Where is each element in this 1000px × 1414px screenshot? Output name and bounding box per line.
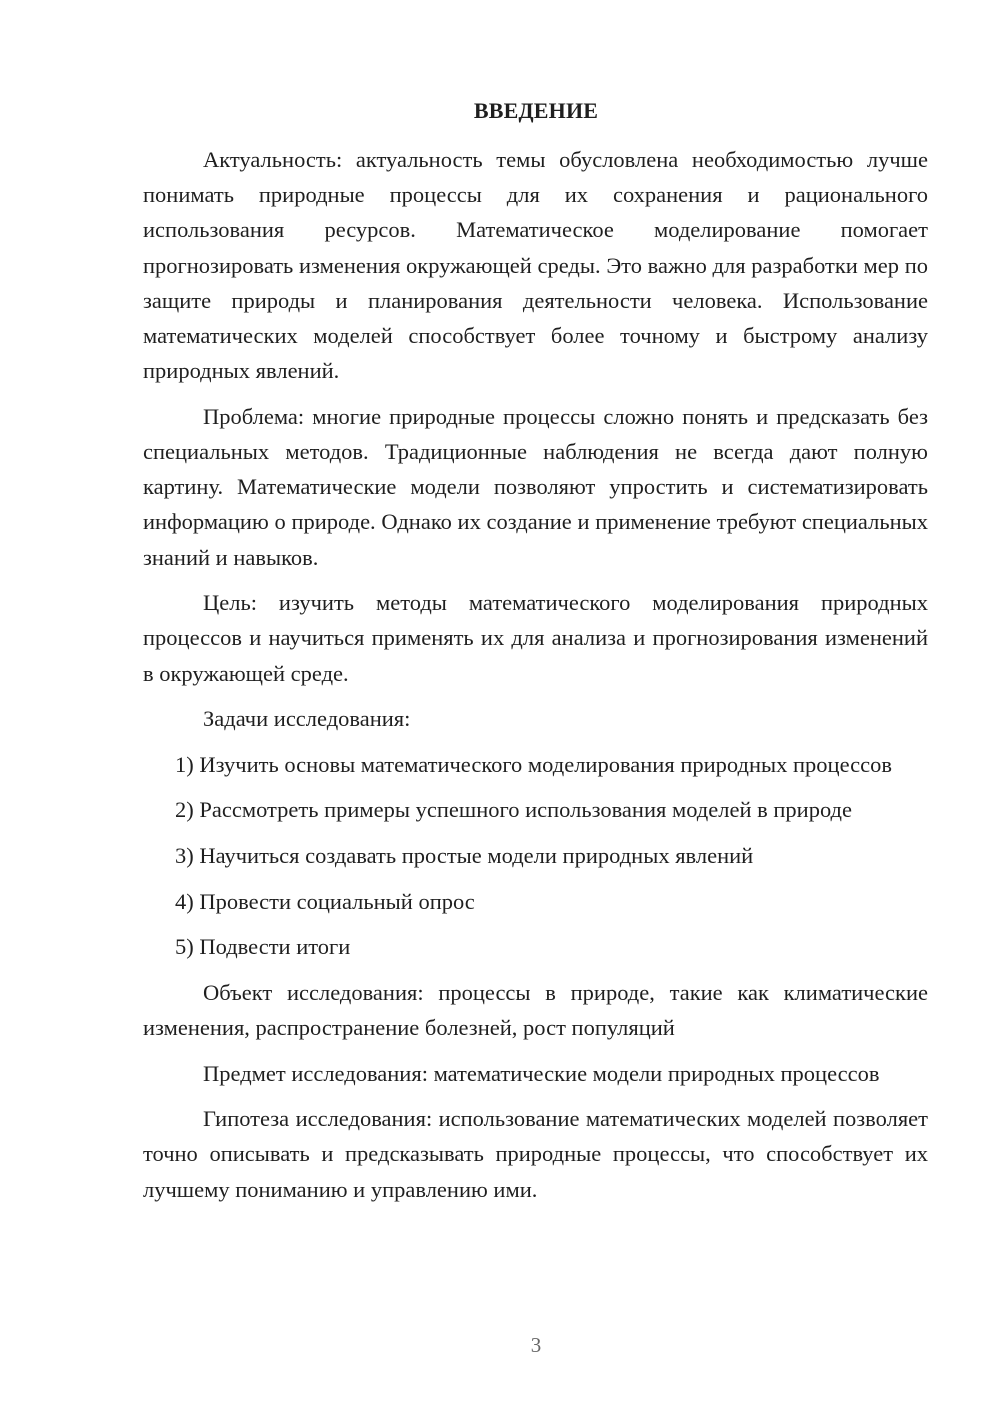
list-item: 5) Подвести итоги [175,934,351,960]
object-paragraph: Объект исследования: процессы в природе, такие как климатические изменения, распространение болезней, рост популяций [143,979,928,1040]
problem-paragraph: Проблема: многие природные процессы сложно понять и предсказать без специальных методов. Традиционные наблюдения не всегда дают полную картину. Математические модели позволяют упростить и систематизировать информацию о природе. Однако их создание и применение требуют специальных знаний и навыков. [143,403,928,570]
subject-paragraph: Предмет исследования: математические модели природных процессов [203,1060,880,1086]
document-body [143,142,928,1217]
goal-paragraph: Цель: изучить методы математического моделирования природных процессов и научиться применять их для анализа и прогнозирования изменений в окружающей среде. [143,590,928,686]
tasks-heading: Задачи исследования: [203,706,411,732]
list-item: 3) Научиться создавать простые модели природных явлений [175,843,754,868]
hypothesis-paragraph: Гипотеза исследования: использование математических моделей позволяет точно описывать и предсказывать природные процессы, что способствует их лучшему пониманию и управлению ими. [143,1106,928,1202]
page-title: ВВЕДЕНИЕ [473,98,599,123]
list-item: 4) Провести социальный опрос [175,888,475,914]
tasks-list [143,747,928,965]
page-number: 3 [530,1333,542,1357]
relevance-paragraph: Актуальность: актуальность темы обусловлена необходимостью лучше понимать природные процессы для их сохранения и рационального использования ресурсов. Математическое моделирование помогает прогнозировать изменения окружающей среды. Это важно для разработки мер по защите природы и планирования деятельности человека. Использование математических моделей способствует более точному и быстрому анализу природных явлений. [143,147,928,384]
list-item: 1) Изучить основы математического моделирования природных процессов [175,751,892,777]
list-item: 2) Рассмотреть примеры успешного использования моделей в природе [175,797,852,823]
